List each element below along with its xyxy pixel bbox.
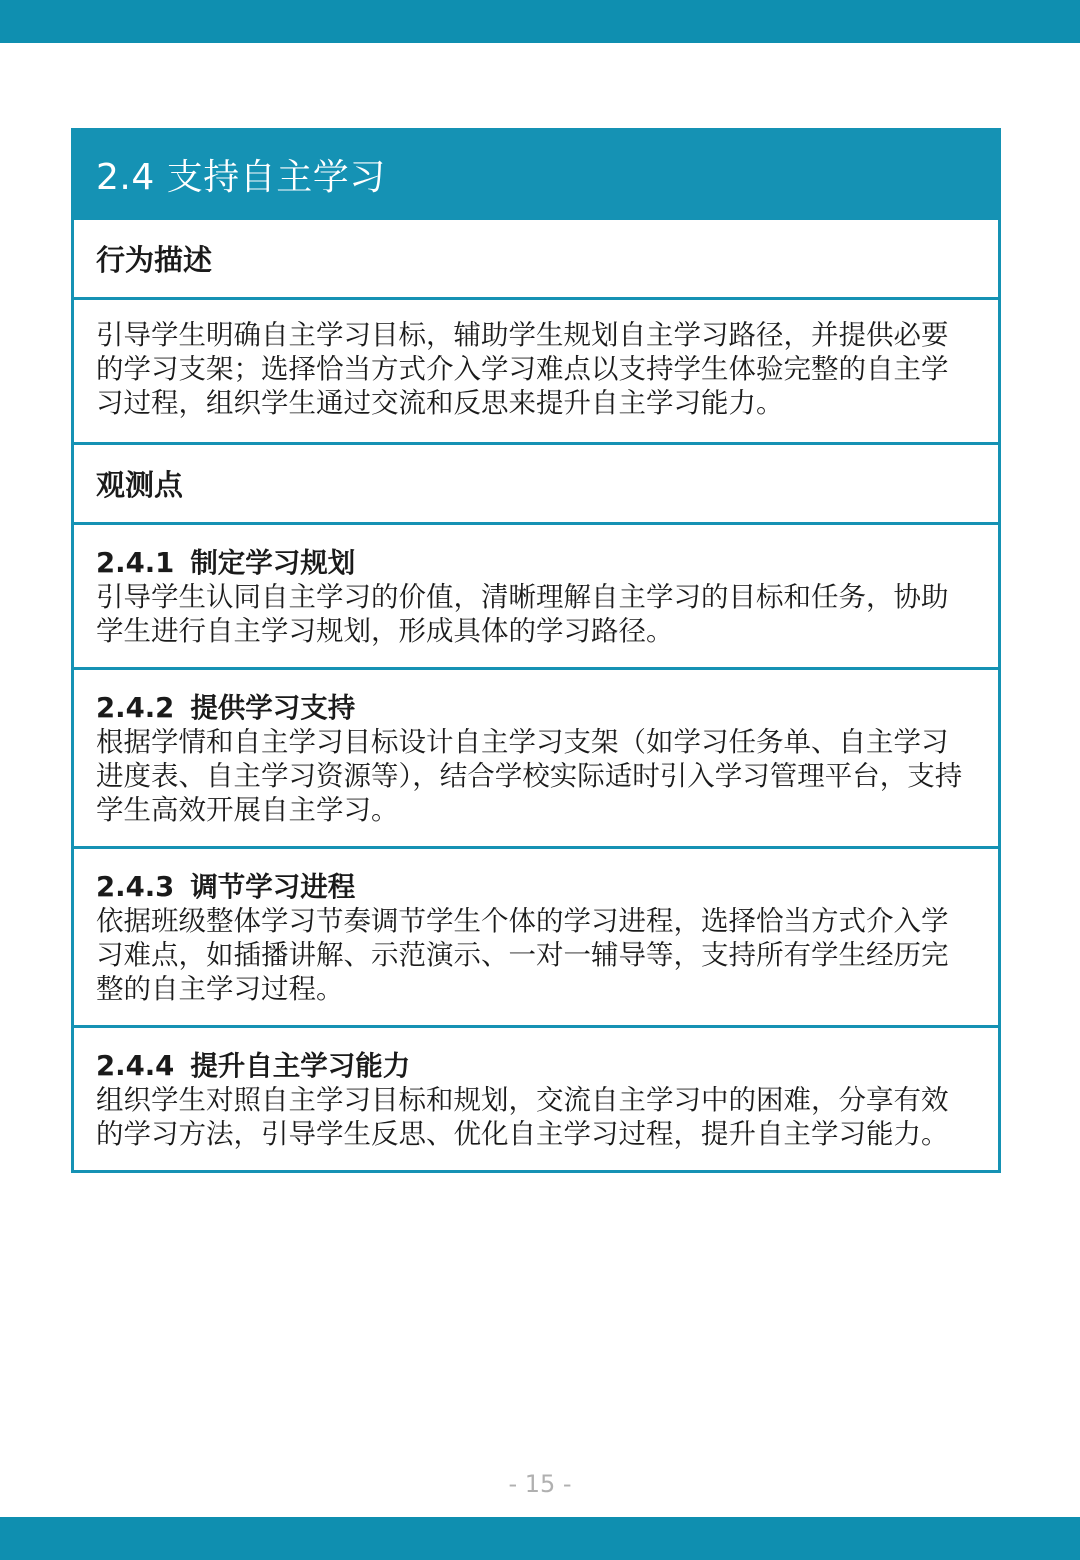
behavior-header: 行为描述	[96, 243, 213, 277]
observation-item-title: 制定学习规划	[190, 547, 356, 579]
observation-item-text: 引导学生认同自主学习的价值，清晰理解自主学习的目标和任务，协助学生进行自主学习规划，形成具体的学习路径。	[96, 581, 949, 647]
observation-item-heading	[96, 1049, 964, 1083]
page-number: - 15 -	[508, 1470, 572, 1498]
observation-item-text: 依据班级整体学习节奏调节学生个体的学习进程，选择恰当方式介入学习难点，如插播讲解、示范演示、一对一辅导等，支持所有学生经历完整的自主学习过程。	[96, 905, 949, 1005]
section-table	[71, 128, 1001, 1173]
observation-item-heading	[96, 691, 964, 725]
observation-item-number: 2.4.3	[96, 871, 175, 903]
observation-item-heading	[96, 546, 964, 580]
observation-item-title: 调节学习进程	[190, 871, 356, 903]
observation-item	[74, 1025, 998, 1170]
bottom-color-band	[0, 1517, 1080, 1560]
behavior-description-row	[74, 297, 998, 442]
section-title-bar	[74, 131, 998, 217]
observation-header-row	[74, 442, 998, 522]
observation-item	[74, 846, 998, 1025]
observation-item	[74, 522, 998, 667]
observation-item-number: 2.4.2	[96, 692, 175, 724]
top-color-band	[0, 0, 1080, 43]
observation-item-heading	[96, 870, 964, 904]
behavior-header-row	[74, 217, 998, 297]
observation-item-text: 组织学生对照自主学习目标和规划，交流自主学习中的困难，分享有效的学习方法，引导学生反思、优化自主学习过程，提升自主学习能力。	[96, 1084, 949, 1150]
observation-item-title: 提供学习支持	[190, 692, 356, 724]
section-title: 2.4 支持自主学习	[96, 156, 386, 198]
behavior-description: 引导学生明确自主学习目标，辅助学生规划自主学习路径，并提供必要的学习支架；选择恰当方式介入学习难点以支持学生体验完整的自主学习过程，组织学生通过交流和反思来提升自主学习能力。	[96, 319, 949, 419]
observation-item-number: 2.4.1	[96, 547, 175, 579]
observation-header: 观测点	[96, 468, 184, 502]
observation-item-number: 2.4.4	[96, 1050, 175, 1082]
observation-item-text: 根据学情和自主学习目标设计自主学习支架（如学习任务单、自主学习进度表、自主学习资源等），结合学校实际适时引入学习管理平台，支持学生高效开展自主学习。	[96, 726, 963, 826]
observation-item-title: 提升自主学习能力	[190, 1050, 411, 1082]
observation-item	[74, 667, 998, 846]
